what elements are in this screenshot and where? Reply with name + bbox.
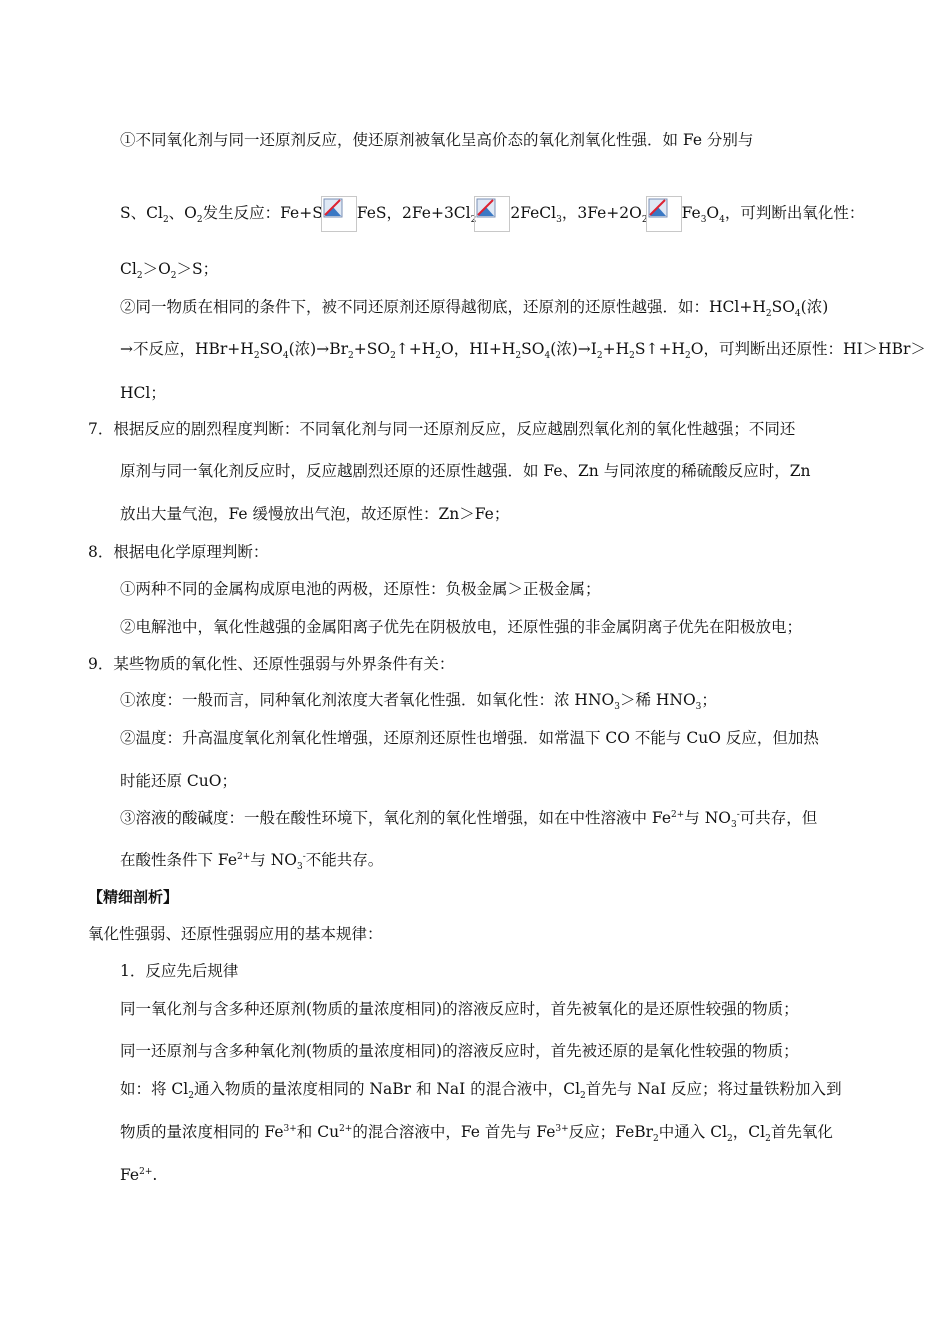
text-line: 在酸性条件下 $Fe^{2+}$与 $NO_3^-$不能共存。 xyxy=(120,851,384,873)
numbered-item: 1．反应先后规律 xyxy=(120,962,239,980)
numbered-item: 7．根据反应的剧烈程度判断：不同氧化剂与同一还原剂反应，反应越剧烈氧化剂的氧化性越强；不同还 xyxy=(88,420,796,438)
text-line: HCl； xyxy=(120,384,166,402)
text-line: $Cl_2>O_2>S$； xyxy=(120,260,219,282)
text-line: ②同一物质在相同的条件下，被不同还原剂还原得越彻底，还原剂的还原性越强．如：$HCl+H_2SO_4$(浓) xyxy=(120,298,829,320)
text-line: ①不同氧化剂与同一还原剂反应，使还原剂被氧化呈高价态的氧化剂氧化性强．如 Fe 分别与 xyxy=(120,131,754,149)
text-line: ③溶液的酸碱度：一般在酸性环境下，氧化剂的氧化性增强，如在中性溶液中 $Fe^{2+}$与 $NO_3^-$可共存，但 xyxy=(120,809,818,831)
text-line: 物质的量浓度相同的 $Fe^{3+}$和 $Cu^{2+}$的混合溶液中，Fe 首先与 $Fe^{3+}$反应；FeBr$_2$中通入 $Cl_2$，$Cl_2$首先氧化 xyxy=(120,1123,833,1145)
broken-image-icon xyxy=(321,196,357,232)
text-line: 如：将 $Cl_2$通入物质的量浓度相同的 NaBr 和 NaI 的混合液中，$Cl_2$首先与 NaI 反应；将过量铁粉加入到 xyxy=(120,1080,842,1102)
numbered-item: 9．某些物质的氧化性、还原性强弱与外界条件有关： xyxy=(88,655,455,673)
section-heading: 【精细剖析】 xyxy=(88,888,179,906)
text-line: ②温度：升高温度氧化剂氧化性增强，还原剂还原性也增强．如常温下 CO 不能与 CuO 反应，但加热 xyxy=(120,729,819,747)
text-line: ②电解池中，氧化性越强的金属阳离子优先在阴极放电，还原性强的非金属阴离子优先在阳极放电； xyxy=(120,618,803,636)
broken-image-icon xyxy=(474,196,510,232)
text-line: ①浓度：一般而言，同种氧化剂浓度大者氧化性强．如氧化性：浓 $HNO_3>$稀 $HNO_3$； xyxy=(120,691,717,713)
text-line: 同一还原剂与含多种氧化剂(物质的量浓度相同)的溶液反应时，首先被还原的是氧化性较强的物质； xyxy=(120,1042,799,1060)
text-line: 时能还原 CuO； xyxy=(120,772,237,790)
numbered-item: 8．根据电化学原理判断： xyxy=(88,543,269,561)
text-line: 氧化性强弱、还原性强弱应用的基本规律： xyxy=(88,925,383,943)
text-line: $Fe^{2+}$. xyxy=(120,1166,158,1184)
text-line: 放出大量气泡，Fe 缓慢放出气泡，故还原性：Zn＞Fe； xyxy=(120,505,510,523)
text-line: 同一氧化剂与含多种还原剂(物质的量浓度相同)的溶液反应时，首先被氧化的是还原性较强的物质； xyxy=(120,1000,799,1018)
text-line: ①两种不同的金属构成原电池的两极，还原性：负极金属＞正极金属； xyxy=(120,580,601,598)
text-line: →不反应，$HBr+H_2SO_4$(浓)$\to Br_2+SO_2↑+H_2O$，$HI+H_2SO_4$(浓)$\to I_2+H_2S↑+H_2O$，可判断出还原性：HI＞HBr＞ xyxy=(120,340,926,362)
text-line: S、$Cl_2$、$O_2$发生反应：Fe+S FeS，$2Fe+3Cl_2$ 2FeCl$_3$，$3Fe+2O_2$ $Fe_3O_4$，可判断出氧化性： xyxy=(120,196,864,232)
broken-image-icon xyxy=(646,196,682,232)
text-line: 原剂与同一氧化剂反应时，反应越剧烈还原的还原性越强．如 Fe、Zn 与同浓度的稀硫酸反应时，Zn xyxy=(120,462,811,480)
